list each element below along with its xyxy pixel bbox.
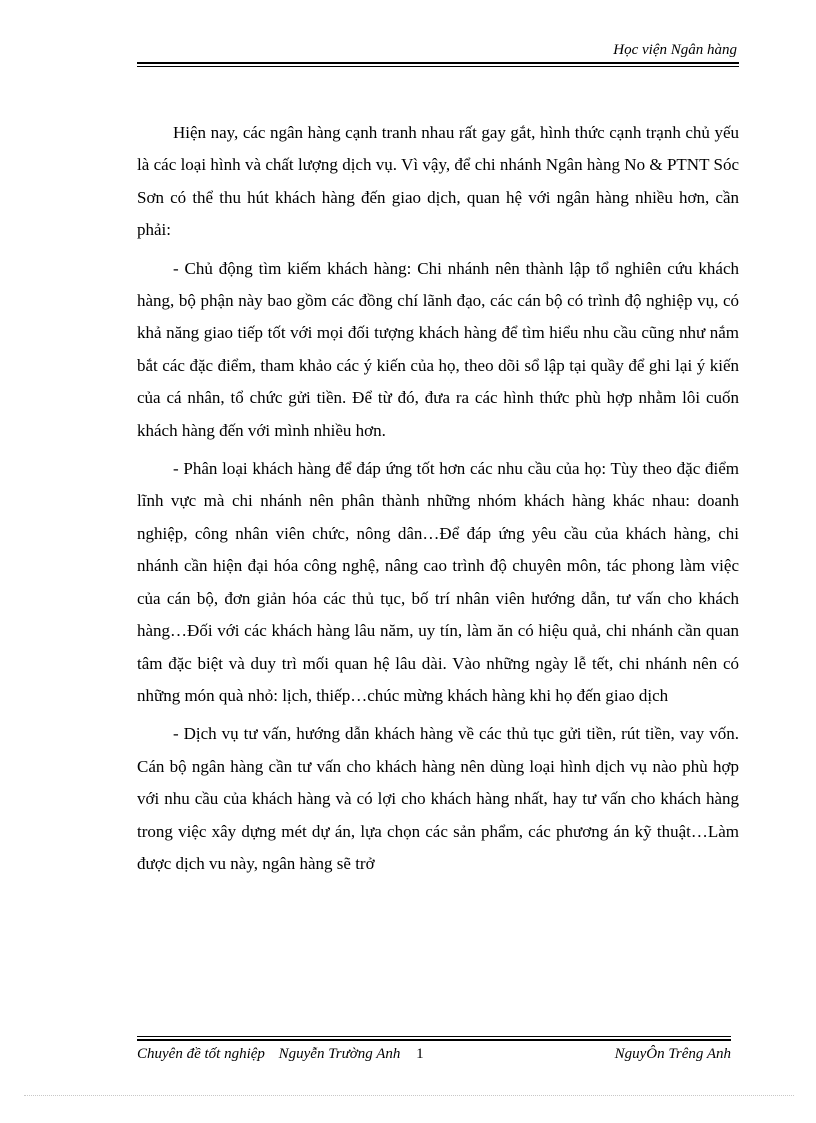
- paragraph-consulting-service: - Dịch vụ tư vấn, hướng dẫn khách hàng về các thủ tục gửi tiền, rút tiền, vay vốn. Cán bộ ngân hàng cần tư vấn cho khách hàng nên dùng loại hình dịch vụ nào phù hợp với nhu cầu của khách hàng và có lợi cho khách hàng nhất, hay tư vấn cho khách hàng trong việc xây dựng mét dự án, lựa chọn các sản phẩm, các phương án kỹ thuật…Làm được dịch vu này, ngân hàng sẽ trở: [137, 724, 739, 873]
- footer-row: [137, 1044, 731, 1064]
- page-header: [137, 40, 739, 67]
- page-footer: [137, 1036, 731, 1064]
- body-text: [137, 117, 739, 886]
- paragraph-classify-customers: - Phân loại khách hàng để đáp ứng tốt hơn các nhu cầu của họ: Tùy theo đặc điểm lĩnh vực mà chi nhánh nên phân thành những nhóm khách hàng khác nhau: doanh nghiệp, công nhân viên chức, nông dân…Để đáp ứng yêu cầu của khách hàng, chi nhánh cần hiện đại hóa công nghệ, nâng cao trình độ chuyên môn, tác phong làm việc của cán bộ, đơn giản hóa các thủ tục, bố trí nhân viên hướng dẫn, tư vấn cho khách hàng…Đối với các khách hàng lâu năm, uy tín, làm ăn có hiệu quả, chi nhánh cần quan tâm đặc biệt và duy trì mối quan hệ lâu dài. Vào những ngày lễ tết, chi nhánh nên có những món quà nhỏ: lịch, thiếp…chúc mừng khách hàng khi họ đến giao dịch: [137, 459, 739, 705]
- paragraph-intro: Hiện nay, các ngân hàng cạnh tranh nhau rất gay gắt, hình thức cạnh trạnh chủ yếu là các loại hình và chất lượng dịch vụ. Vì vậy, để chi nhánh Ngân hàng No & PTNT Sóc Sơn có thể thu hút khách hàng đến giao dịch, quan hệ với ngân hàng nhiều hơn, cần phải:: [137, 123, 739, 240]
- header-title: Học viện Ngân hàng: [613, 42, 737, 58]
- footer-right-text: NguyÔn Trêng Anh: [614, 1046, 731, 1062]
- paragraph-find-customers: - Chủ động tìm kiếm khách hàng: Chi nhánh nên thành lập tổ nghiên cứu khách hàng, bộ phận này bao gồm các đồng chí lãnh đạo, các cán bộ có trình độ nghiệp vụ, có khả năng giao tiếp tốt với mọi đối tượng khách hàng để tìm hiểu nhu cầu cũng như nắm bắt các đặc điểm, tham khảo các ý kiến của họ, theo dõi sổ lập tại quầy để ghi lại ý kiến của cá nhân, tổ chức gửi tiền. Để từ đó, đưa ra các hình thức phù hợp nhằm lôi cuốn khách hàng đến với mình nhiều hơn.: [137, 258, 739, 440]
- page-bottom-divider: [24, 1095, 794, 1096]
- header-rule: [137, 62, 739, 67]
- footer-rule: [137, 1036, 731, 1041]
- footer-author: Nguyễn Trường Anh: [278, 1046, 401, 1062]
- footer-left: [137, 1044, 434, 1064]
- page-number: 1: [416, 1046, 424, 1062]
- footer-topic: Chuyên đề tốt nghiệp: [137, 1046, 265, 1062]
